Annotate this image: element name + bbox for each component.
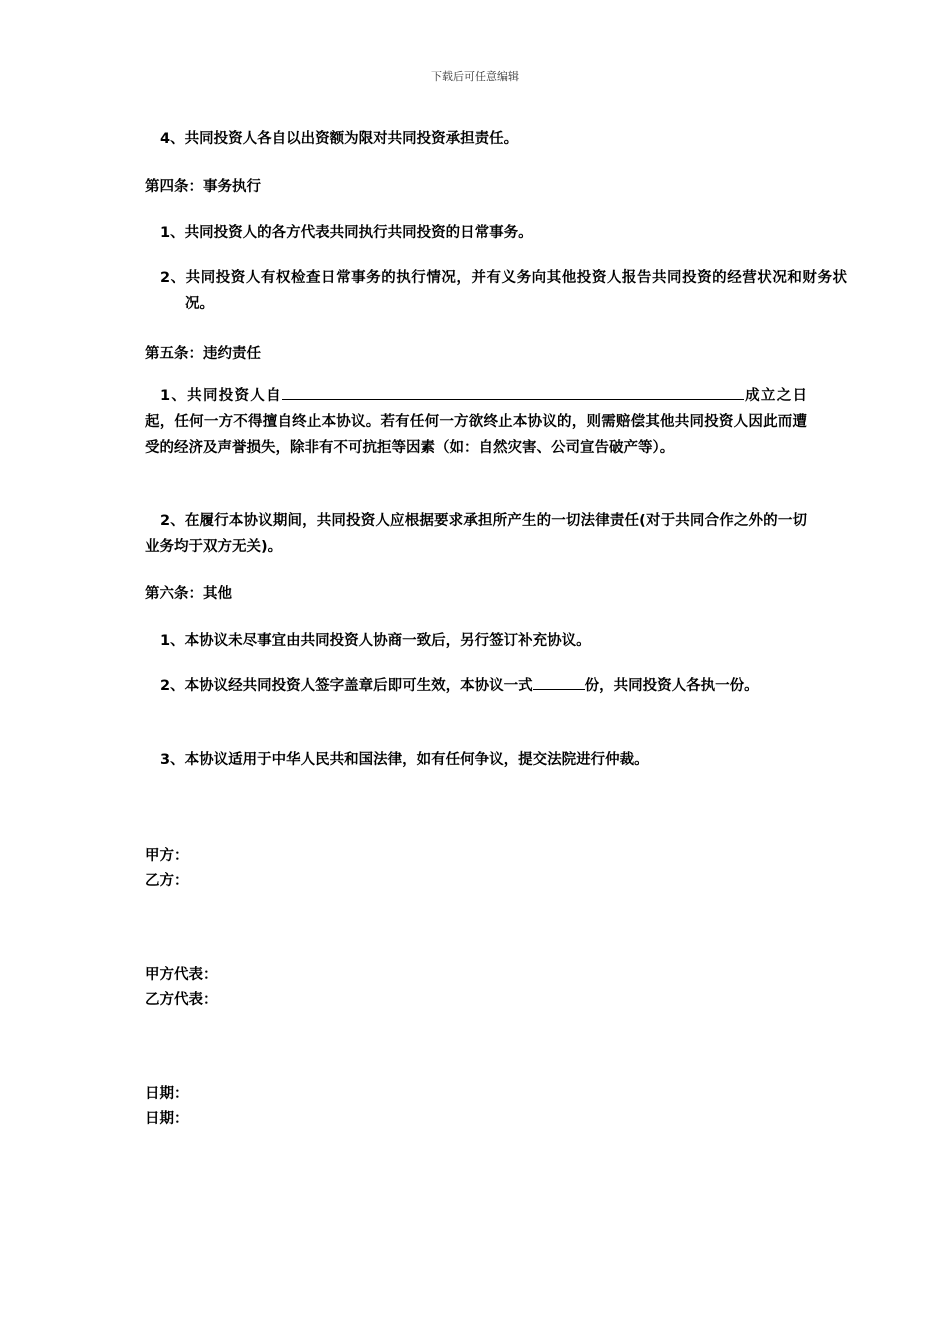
date-label-1: 日期： — [145, 1086, 189, 1102]
clause4-title: 第四条：事务执行 — [145, 179, 261, 195]
fill-in-blank-date[interactable] — [282, 383, 744, 400]
clause6-item2-suffix: 份，共同投资人各执一份。 — [584, 678, 759, 694]
party-b-representative-label: 乙方代表： — [145, 992, 218, 1008]
clause5-item1 — [145, 383, 807, 461]
fill-in-blank-copies[interactable] — [533, 673, 585, 690]
clause4-item1: 1、共同投资人的各方代表共同执行共同投资的日常事务。 — [160, 225, 533, 241]
clause5-item1-prefix: 1、共同投资人自 — [160, 388, 282, 404]
clause5-item2: 2、在履行本协议期间，共同投资人应根据要求承担所产生的一切法律责任(对于共同合作之外的一切业务均于双方无关)。 — [145, 513, 807, 555]
date-label-2: 日期： — [145, 1111, 189, 1127]
party-a-representative-label: 甲方代表： — [145, 967, 218, 983]
clause5-item1-suffix: 成立之日起，任何一方不得擅自终止本协议。若有任何一方欲终止本协议的，则需赔偿其他共同投资人因此而遭受的经济及声誉损失，除非有不可抗拒等因素（如：自然灾害、公司宣告破产等）。 — [145, 388, 807, 456]
header-note: 下载后可任意编辑 — [431, 70, 519, 83]
clause6-item3: 3、本协议适用于中华人民共和国法律，如有任何争议，提交法院进行仲裁。 — [160, 752, 649, 768]
clause3-item4: 4、共同投资人各自以出资额为限对共同投资承担责任。 — [160, 131, 519, 147]
clause4-item2: 2、共同投资人有权检查日常事务的执行情况，并有义务向其他投资人报告共同投资的经营状况和财务状况。 — [160, 270, 847, 312]
clause5-title: 第五条：违约责任 — [145, 346, 261, 362]
party-b-label: 乙方： — [145, 873, 189, 889]
clause6-item1: 1、本协议未尽事宜由共同投资人协商一致后，另行签订补充协议。 — [160, 633, 591, 649]
clause6-item2-prefix: 2、本协议经共同投资人签字盖章后即可生效，本协议一式 — [160, 678, 533, 694]
clause6-item2 — [145, 673, 847, 699]
party-a-label: 甲方： — [145, 848, 189, 864]
clause6-title: 第六条：其他 — [145, 586, 232, 602]
